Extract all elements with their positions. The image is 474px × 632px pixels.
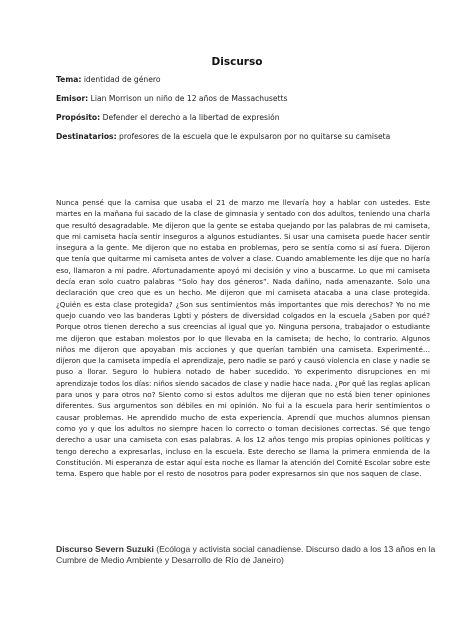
meta-proposito-label: Propósito: — [56, 113, 101, 122]
speech-body: Nunca pensé que la camisa que usaba el 21 de marzo me llevaría hoy a hablar con ustedes. Este martes en la mañana fui sacado de la clase de gimnasia y sentado con dos adultos, teniendo una charla que resultó desagradable. Me dijeron que la gente se estaba quejando por las palabras de mi camiseta, que mi camiseta hacía sentir inseguros a algunos estudiantes. Si usar una camiseta puede hacer sentir insegura a la gente. Me dijeron que no estaba en problemas, pero se sentía como si así fuera. Dijeron que tenía que quitarme mi camiseta antes de volver a clase. Cuando amablemente les dije que no haría eso, llamaron a mi padre. Afortunadamente apoyó mi decisión y vino a buscarme. Lo que mi camiseta decía eran solo cuatro palabras “Solo hay dos géneros”. Nada dañino, nada amenazante. Solo una declaración que creo que es un hecho. Me dijeron que mi camiseta atacaba a una clase protegida. ¿Quién es esta clase protegida? ¿Son sus sentimientos más importantes que mis derechos? Yo no me quejo cuando veo las banderas Lgbti y pósters de diversidad colgados en la escuela ¿Saben por qué? Porque otros tienen derecho a sus creencias al igual que yo. Ninguna persona, trabajador o estudiante me dijeron que estaban molestos por lo que llevaba en la camiseta; de hecho, lo contrario. Algunos niños me dijeron que apoyaban mis acciones y que querían también una camiseta. Experimenté… dijeron que la camiseta impedía el aprendizaje, pero nadie se paró y causó violencia en clase y nadie se puso a llorar. Seguro lo hubiera notado de haber sucedido. Yo experimento disrupciones en mi aprendizaje todos los días: niños siendo sacados de clase y nadie hace nada. ¿Por qué las reglas aplican para unos y para otros no? Siento como si estos adultos me dijeran que no está bien tener opiniones diferentes. Sus argumentos son débiles en mi opinión. No fui a la escuela para herir sentimientos o causar problemas. He aprendido mucho de esta experiencia. Aprendí que muchos alumnos piensan como yo y que los adultos no siempre hacen lo correcto o toman decisiones correctas. Sé que tengo derecho a usar una camiseta con esas palabras. A los 12 años tengo mis propias opiniones políticas y tengo derecho a expresarlas, incluso en la escuela. Este derecho se llama la primera enmienda de la Constitución. Mi esperanza de estar aquí esta noche es llamar la atención del Comité Escolar sobre este tema. Espero que hable por el resto de nosotros para poder expresarnos sin que nos saquen de clase. — [56, 198, 430, 479]
meta-destinatarios-value: profesores de la escuela que le expulsaron por no quitarse su camiseta — [116, 132, 391, 141]
meta-tema-value: identidad de género — [81, 75, 161, 84]
meta-proposito-value: Defender el derecho a la libertad de expresión — [100, 113, 280, 122]
footer-heading: Discurso Severn Suzuki — [56, 544, 154, 554]
meta-tema — [56, 75, 430, 84]
meta-tema-label: Tema: — [56, 75, 82, 84]
meta-destinatarios — [56, 132, 430, 141]
footer-text: (Ecóloga y activista social canadiense. Discurso dado a los 13 años en la Cumbre de Medio Ambiente y Desarrollo de Río de Janeiro) — [56, 544, 436, 565]
meta-emisor-value: Lian Morrison un niño de 12 años de Massachusetts — [88, 94, 288, 103]
meta-emisor-label: Emisor: — [56, 94, 89, 103]
meta-proposito — [56, 113, 430, 122]
meta-emisor — [56, 94, 430, 103]
document-title: Discurso — [211, 56, 263, 68]
footer-note — [56, 544, 436, 566]
meta-destinatarios-label: Destinatarios: — [56, 132, 117, 141]
